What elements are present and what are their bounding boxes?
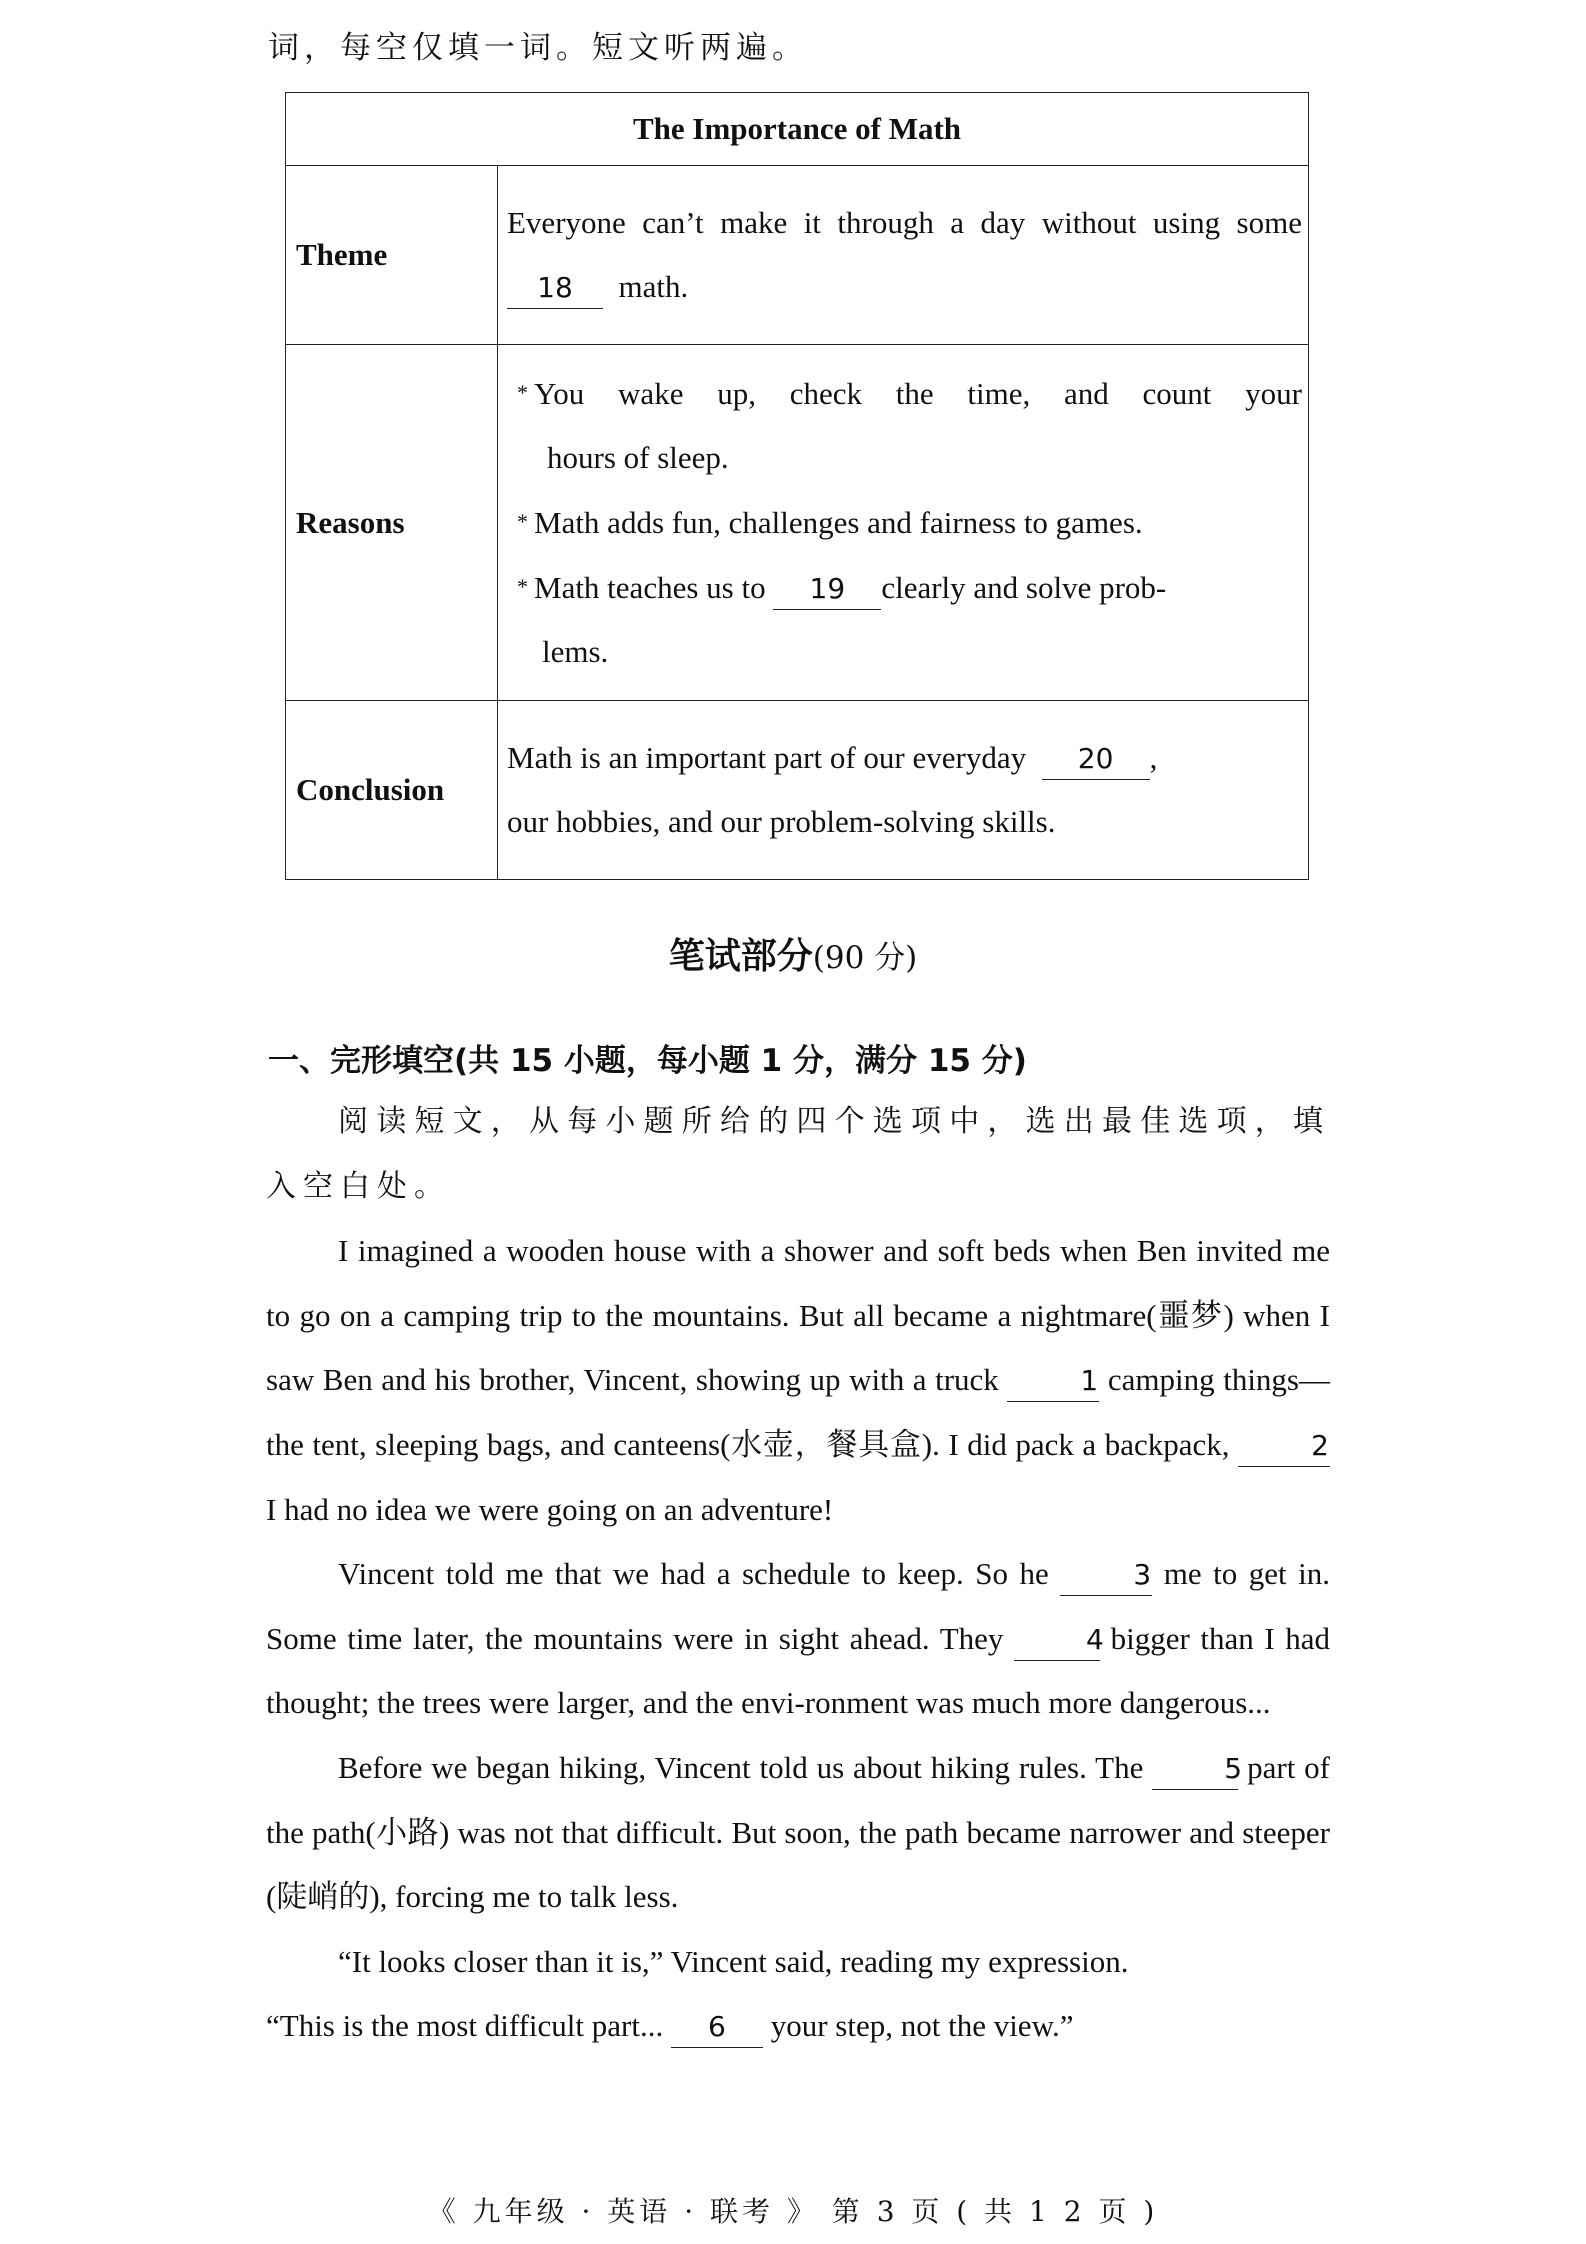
gloss-steeper: 陡峭的	[276, 1879, 370, 1915]
cloze-passage	[266, 1090, 1330, 2059]
part-instruction: 阅读短文，从每小题所给的四个选项中，选出最佳选项，填入空白处。	[266, 1104, 1330, 1204]
reasons-label: Reasons	[286, 345, 498, 701]
page-footer: 《 九年级 · 英语 · 联考 》 第 3 页 ( 共 1 2 页 )	[427, 2195, 1159, 2228]
gloss-canteens: 水壶，餐具盒	[730, 1426, 922, 1462]
reason-1-line-1: * You wake up, check the time, and count your	[517, 376, 1302, 411]
gloss-nightmare: 噩梦	[1156, 1297, 1224, 1333]
blank-3[interactable]: 3	[1060, 1555, 1152, 1596]
reason-3-line-2: lems.	[542, 634, 609, 669]
instruction-tail: 词，每空仅填一词。短文听两遍。	[268, 30, 808, 66]
conclusion-line-1: Math is an important part of our everyday 20 ,	[507, 726, 1302, 790]
theme-line-1: Everyone can’t make it through a day without using some	[507, 205, 1302, 240]
table-row-theme	[286, 166, 1309, 345]
paragraph-4-line-1: “It looks closer than it is,” Vincent said, reading my expression.	[338, 1943, 1129, 1979]
theme-line-2	[507, 255, 1302, 319]
conclusion-label: Conclusion	[286, 701, 498, 880]
part-heading: 一、完形填空(共 15 小题，每小题 1 分，满分 15 分)	[268, 1043, 1027, 1079]
conclusion-content	[498, 701, 1309, 880]
blank-5[interactable]: 5	[1152, 1749, 1238, 1790]
blank-20[interactable]: 20	[1042, 739, 1150, 780]
reason-2: * Math adds fun, challenges and fairness to games.	[517, 505, 1143, 540]
star-icon: *	[517, 380, 528, 405]
reasons-content	[498, 345, 1309, 701]
paragraph-1: I imagined a wooden house with a shower and soft beds when Ben invited me to go on a camping trip to the mountains. But all became a nightmare(噩梦) when I saw Ben and his brother, Vincent, showing up with a truck 1 camping things—the tent, sleeping bags, and canteens(水壶，餐具盒). I did pack a backpack, 2 I had no idea we were going on an adventure!	[266, 1233, 1331, 1527]
section-title	[0, 928, 1586, 979]
blank-19[interactable]: 19	[773, 569, 881, 610]
reason-1-line-2: hours of sleep.	[547, 440, 729, 475]
section-score: (90 分)	[812, 940, 918, 976]
star-icon: *	[517, 509, 528, 534]
table-title: The Importance of Math	[286, 93, 1309, 166]
paragraph-2: Vincent told me that we had a schedule to keep. So he 3 me to get in. Some time later, the mountains were in sight ahead. They 4 bigger than I had thought; the trees were larger, and the envi-ronment was much more dangerous...	[266, 1556, 1331, 1721]
blank-18[interactable]: 18	[507, 268, 603, 309]
theme-line-2-text: math.	[618, 269, 689, 304]
blank-4[interactable]: 4	[1014, 1620, 1100, 1661]
table-title-row	[286, 93, 1309, 166]
table-row-reasons	[286, 345, 1309, 701]
paragraph-3: Before we began hiking, Vincent told us about hiking rules. The 5 part of the path(小路) was not that difficult. But soon, the path became narrower and steeper (陡峭的), forcing me to talk less.	[266, 1749, 1331, 1915]
conclusion-line-2: our hobbies, and our problem-solving skills.	[507, 804, 1056, 839]
blank-6[interactable]: 6	[671, 2007, 763, 2048]
paragraph-4-line-2: “This is the most difficult part... 6 your step, not the view.”	[266, 1994, 1330, 2059]
reason-3-line-1: * Math teaches us to 19 clearly and solve prob-	[507, 555, 1302, 620]
blank-1[interactable]: 1	[1007, 1361, 1099, 1402]
theme-content	[498, 166, 1309, 345]
summary-table	[285, 92, 1309, 880]
gloss-path: 小路	[375, 1814, 439, 1850]
section-title-text: 笔试部分	[668, 936, 813, 977]
table-row-conclusion	[286, 701, 1309, 880]
blank-2[interactable]: 2	[1238, 1426, 1330, 1467]
star-icon: *	[517, 574, 528, 599]
theme-label: Theme	[286, 166, 498, 345]
